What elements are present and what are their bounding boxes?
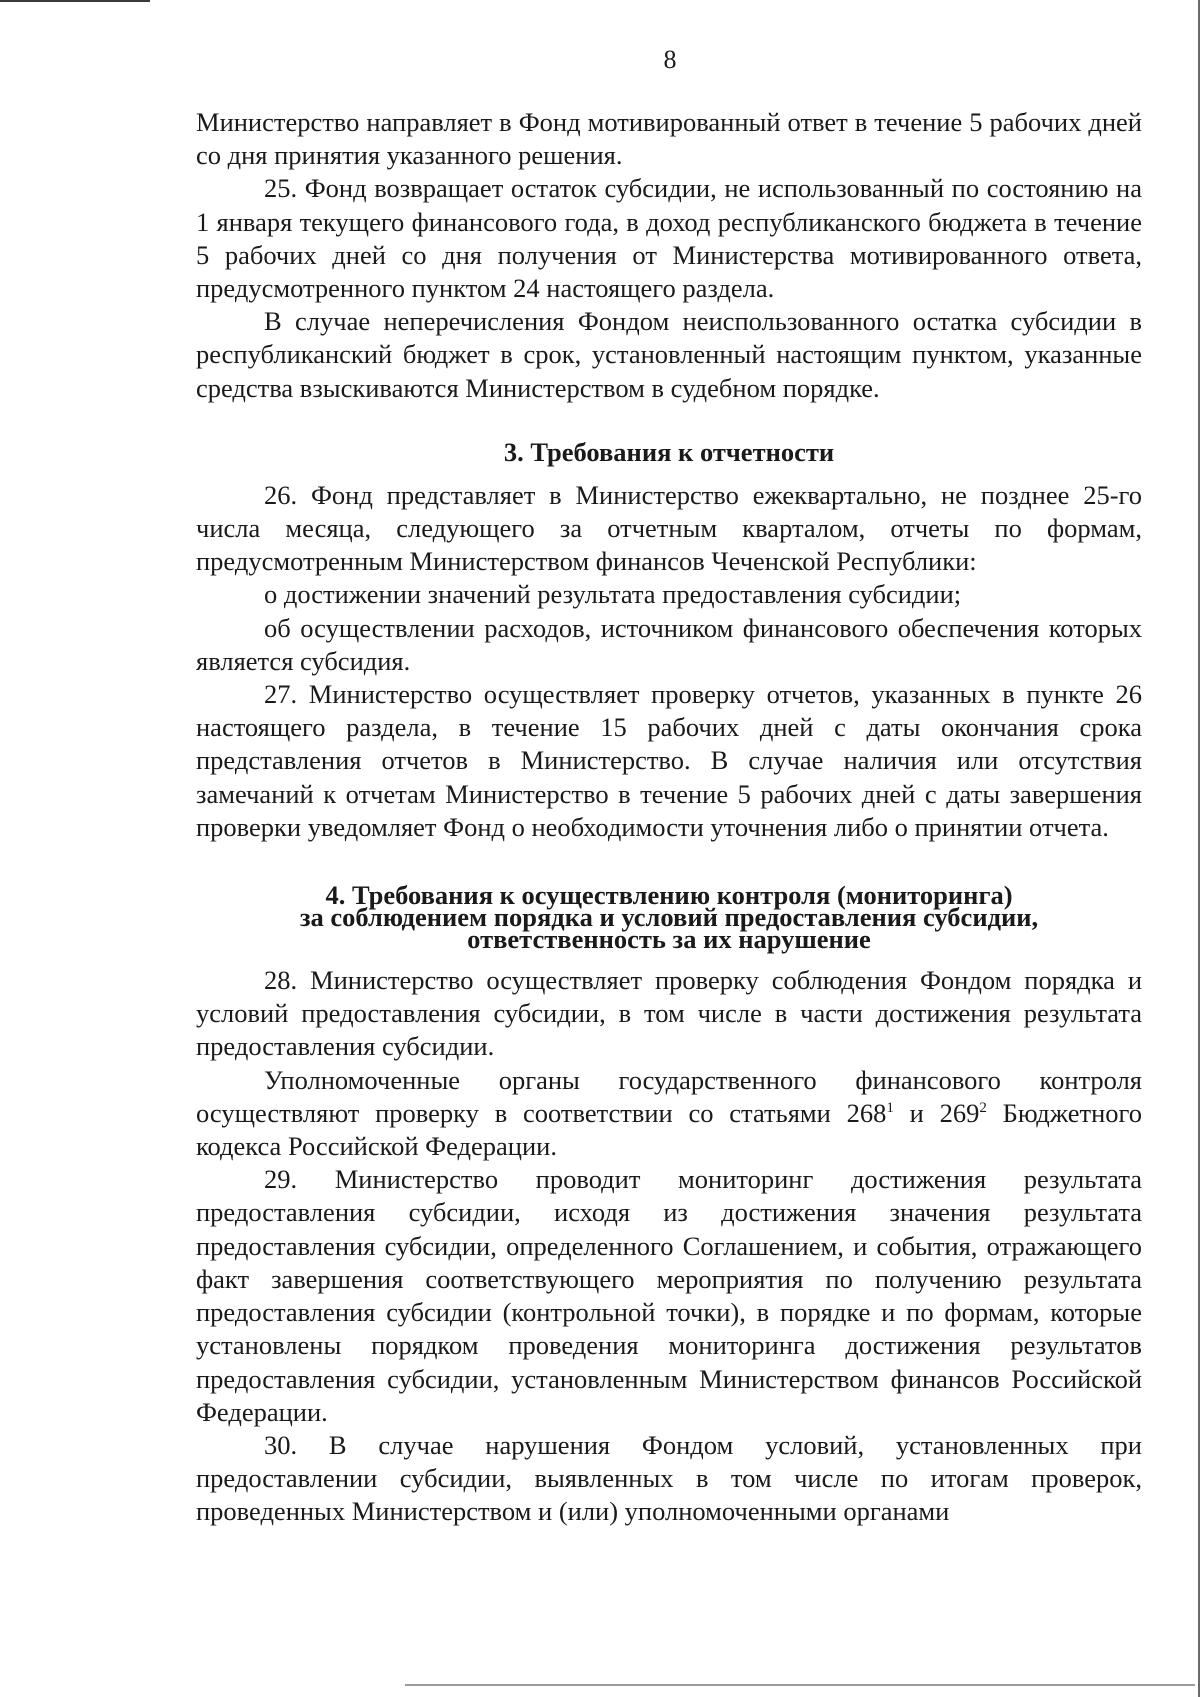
section-4-heading-line: за соблюдением порядка и условий предоставления субсидии, bbox=[299, 902, 1039, 933]
paragraph-26: 26. Фонд представляет в Министерство ежеквартально, не позднее 25-го числа месяца, следующего за отчетным кварталом, отчеты по формам, предусмотренным Министерством финансов Чеченской Республики: bbox=[196, 479, 1142, 577]
paragraph: Министерство направляет в Фонд мотивированный ответ в течение 5 рабочих дней со дня принятия указанного решения. bbox=[196, 107, 1142, 171]
section-4-heading-line: ответственность за их нарушение bbox=[467, 924, 871, 955]
paragraph-29: 29. Министерство проводит мониторинг достижения результата предоставления субсидии, исходя из достижения значения результата предоставления субсидии, определенного Соглашением, и события, отражающего факт завершения соответствующего мероприятия по получению результата предоставления субсидии (контрольной точки), в порядке и по формам, которые установлены порядком проведения мониторинга достижения результатов предоставления субсидии, установленным Министерством финансов Российской Федерации. bbox=[196, 1164, 1142, 1427]
paragraph-control bbox=[196, 1064, 1142, 1164]
paragraph-25: 25. Фонд возвращает остаток субсидии, не использованный по состоянию на 1 января текущего финансового года, в доход республиканского бюджета в течение 5 рабочих дней со дня получения от Министерства мотивированного ответа, предусмотренного пунктом 24 настоящего раздела. bbox=[196, 173, 1142, 304]
paragraph-28: 28. Министерство осуществляет проверку соблюдения Фондом порядка и условий предоставления субсидии, в том числе в части достижения результата предоставления субсидии. bbox=[196, 965, 1142, 1062]
document-body bbox=[196, 106, 1142, 1529]
section-3-heading: 3. Требования к отчетности bbox=[503, 436, 835, 467]
paragraph-30: 30. В случае нарушения Фондом условий, установленных при предоставлении субсидии, выявленных в том числе по итогам проверок, проведенных Министерством и (или) уполномоченными органами bbox=[196, 1429, 1142, 1527]
paragraph-27: 27. Министерство осуществляет проверку отчетов, указанных в пункте 26 настоящего раздела, в течение 15 рабочих дней с даты окончания срока представления отчетов в Министерство. В случае наличия или отсутствия замечаний к отчетам Министерство в течение 5 рабочих дней с даты завершения проверки уведомляет Фонд о необходимости уточнения либо о принятии отчета. bbox=[196, 679, 1142, 842]
text-run: и 269 bbox=[893, 1097, 980, 1128]
scan-edge-mark-top bbox=[0, 0, 150, 2]
paragraph: об осуществлении расходов, источником финансового обеспечения которых является субсидия. bbox=[196, 612, 1142, 676]
paragraph: о достижении значений результата предоставления субсидии; bbox=[264, 579, 962, 610]
superscript: 2 bbox=[979, 1100, 987, 1117]
section-4-heading-line: 4. Требования к осуществлению контроля (мониторинга) bbox=[325, 880, 1013, 911]
text-run: Уполномоченные органы государственного финансового контроля осуществляют проверку в соответствии со статьями 268 bbox=[196, 1064, 1142, 1128]
section-4-heading bbox=[196, 880, 1142, 955]
text-run: Бюджетного кодекса Российской Федерации. bbox=[196, 1097, 1142, 1162]
paragraph: В случае неперечисления Фондом неиспользованного остатка субсидии в республиканский бюджет в срок, установленный настоящим пунктом, указанные средства взыскиваются Министерством в судебном порядке. bbox=[196, 306, 1142, 403]
superscript: 1 bbox=[886, 1100, 894, 1117]
scan-edge-mark-bottom bbox=[405, 1684, 1195, 1686]
page-number: 8 bbox=[663, 45, 677, 74]
